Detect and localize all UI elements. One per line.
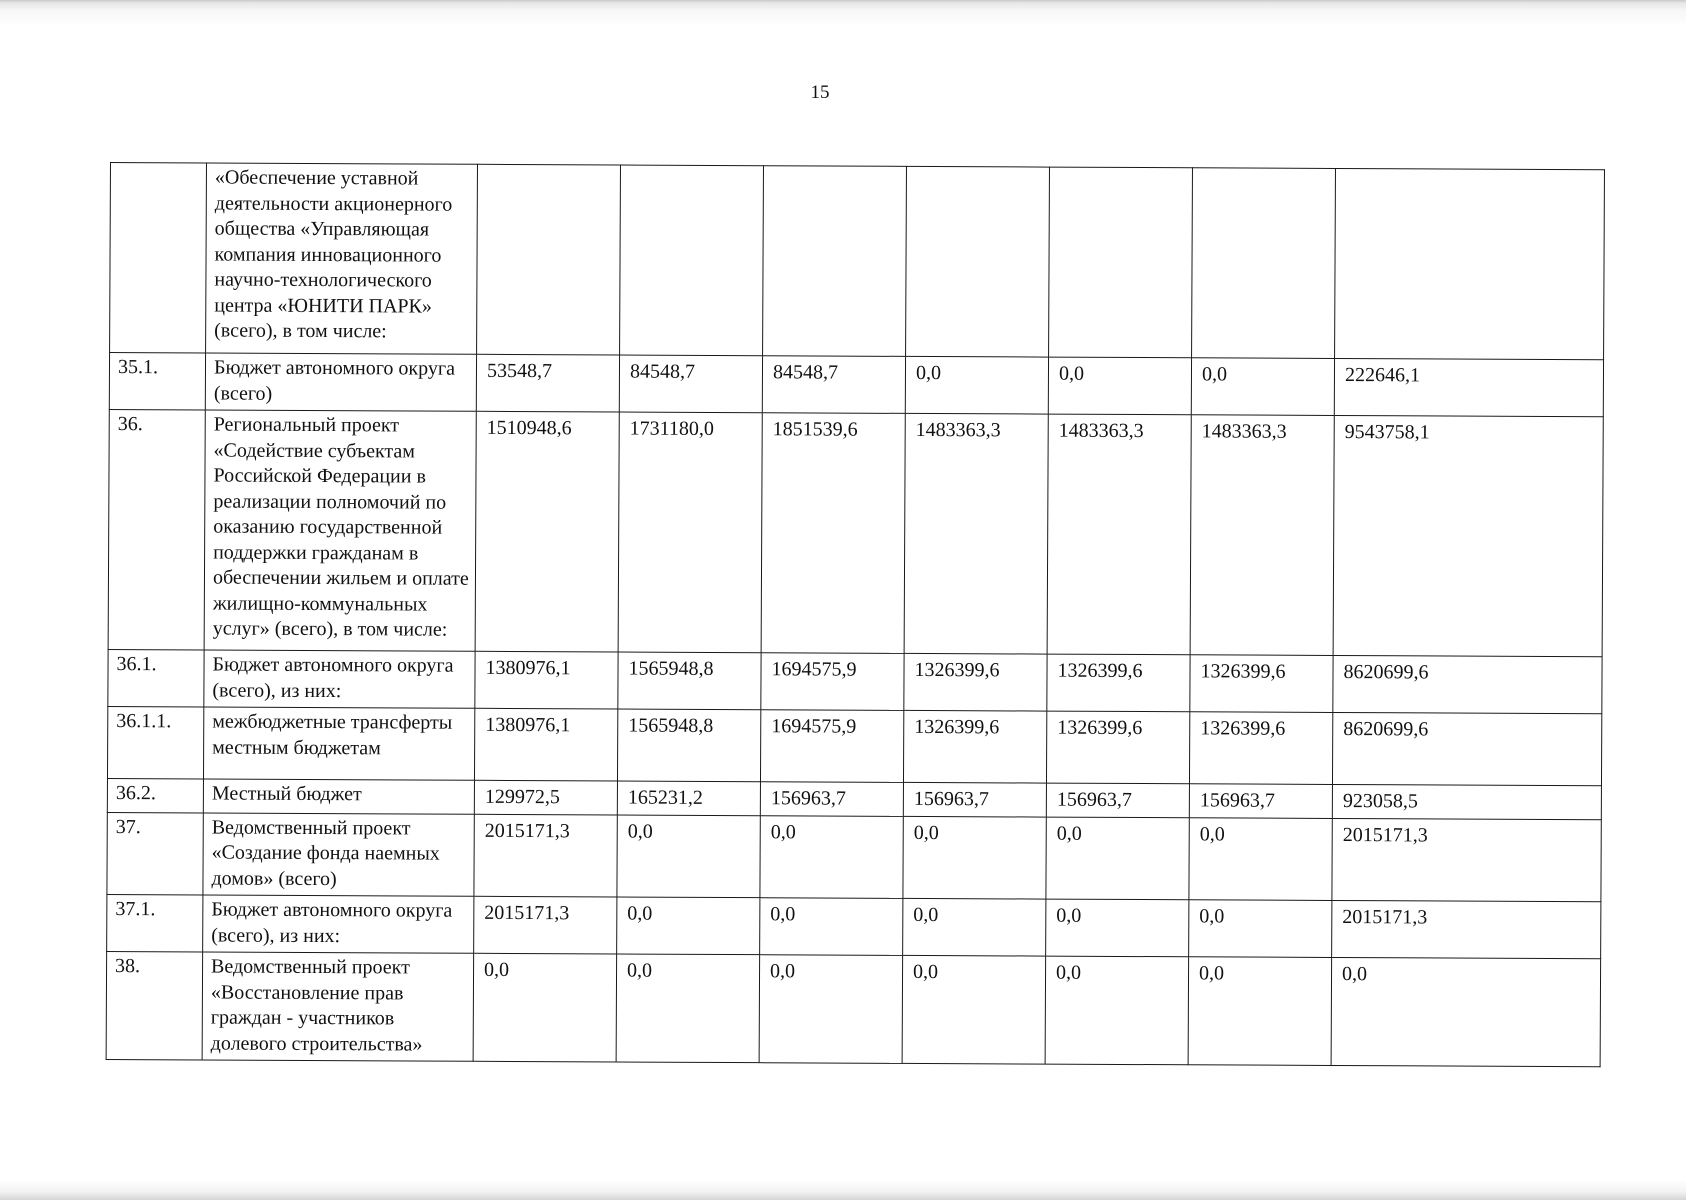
value-cell: 0,0 <box>1188 957 1332 1066</box>
value-cell: 1326399,6 <box>1047 654 1190 712</box>
row-name: Ведомственный проект «Восстановление прав граждан - участников долевого строительства» <box>202 952 474 1061</box>
total-cell: 9543758,1 <box>1333 415 1603 656</box>
row-name: Бюджет автономного округа (всего), из них: <box>204 650 475 708</box>
row-index: 36.2. <box>107 778 203 812</box>
row-index: 37.1. <box>107 894 203 951</box>
value-cell: 129972,5 <box>474 780 617 814</box>
total-cell: 923058,5 <box>1332 784 1601 819</box>
value-cell: 1565948,8 <box>617 709 760 782</box>
value-cell: 156963,7 <box>760 782 903 816</box>
value-cell: 1483363,3 <box>1047 414 1191 655</box>
value-cell: 1694575,9 <box>761 653 904 711</box>
row-index: 35.1. <box>109 353 205 410</box>
value-cell: 1731180,0 <box>618 412 762 653</box>
value-cell: 0,0 <box>760 815 903 898</box>
value-cell: 0,0 <box>905 356 1048 414</box>
value-cell: 53548,7 <box>476 354 619 412</box>
value-cell: 0,0 <box>903 816 1046 899</box>
value-cell: 156963,7 <box>1046 783 1189 817</box>
value-cell: 1694575,9 <box>760 710 903 783</box>
value-cell: 1851539,6 <box>761 413 905 654</box>
value-cell: 0,0 <box>1045 956 1189 1065</box>
total-cell: 8620699,6 <box>1332 712 1601 785</box>
value-cell: 165231,2 <box>617 781 760 815</box>
row-index <box>110 163 207 353</box>
row-name: Бюджет автономного округа (всего), из них: <box>203 895 474 953</box>
value-cell: 1510948,6 <box>475 411 619 652</box>
value-cell: 1483363,3 <box>904 413 1048 654</box>
value-cell <box>477 164 621 355</box>
table-row <box>107 894 1601 958</box>
value-cell: 0,0 <box>1048 357 1191 415</box>
table-row <box>109 353 1603 417</box>
value-cell: 0,0 <box>1191 358 1334 416</box>
total-cell <box>1335 168 1605 359</box>
value-cell: 0,0 <box>616 954 760 1063</box>
value-cell: 0,0 <box>617 897 760 955</box>
total-cell: 0,0 <box>1331 957 1601 1066</box>
scan-edge-bottom <box>0 1180 1686 1200</box>
value-cell <box>763 166 907 357</box>
row-index: 36. <box>108 409 205 649</box>
value-cell: 84548,7 <box>762 356 905 414</box>
table-row <box>106 951 1601 1066</box>
value-cell: 0,0 <box>759 955 903 1064</box>
row-index: 36.1.1. <box>107 706 203 778</box>
value-cell: 0,0 <box>1046 899 1189 957</box>
row-index: 36.1. <box>108 649 204 706</box>
value-cell: 0,0 <box>1046 817 1189 900</box>
page-number: 15 <box>810 82 830 103</box>
value-cell: 0,0 <box>1189 900 1332 958</box>
value-cell: 1326399,6 <box>1046 711 1189 784</box>
total-cell: 2015171,3 <box>1332 900 1601 958</box>
value-cell: 1380976,1 <box>474 708 617 781</box>
row-name: Бюджет автономного округа (всего) <box>205 353 476 411</box>
value-cell: 2015171,3 <box>474 896 617 954</box>
scan-edge-top <box>0 0 1686 26</box>
table-row <box>107 706 1601 785</box>
value-cell: 1326399,6 <box>904 653 1047 711</box>
total-cell: 8620699,6 <box>1333 655 1602 713</box>
value-cell: 1326399,6 <box>1190 655 1333 713</box>
table-row <box>107 812 1601 902</box>
total-cell: 222646,1 <box>1334 358 1603 416</box>
row-name: Ведомственный проект «Создание фонда наемных домов» (всего) <box>203 812 474 896</box>
value-cell: 1565948,8 <box>618 652 761 710</box>
value-cell: 0,0 <box>760 898 903 956</box>
value-cell: 1326399,6 <box>1189 712 1332 785</box>
table-row <box>108 409 1603 656</box>
value-cell: 0,0 <box>617 814 760 897</box>
row-name: Региональный проект «Содействие субъектам Российской Федерации в реализации полномочий по оказанию государственной поддержки гражданам в обеспечении жильем и оплате жилищно-коммунальных услуг» (всего), в том числе: <box>204 410 476 651</box>
row-name: Местный бюджет <box>203 779 474 814</box>
table-row <box>108 649 1602 713</box>
budget-table <box>106 162 1605 1067</box>
value-cell <box>1192 168 1336 359</box>
value-cell <box>906 166 1050 357</box>
value-cell: 1483363,3 <box>1190 415 1334 656</box>
value-cell <box>1049 167 1193 358</box>
value-cell: 156963,7 <box>903 782 1046 816</box>
value-cell <box>620 165 764 356</box>
row-name: «Обеспечение уставной деятельности акционерного общества «Управляющая компания инновационного научно-технологического центра «ЮНИТИ ПАРК» (всего), в том числе: <box>206 163 478 354</box>
value-cell: 0,0 <box>903 898 1046 956</box>
value-cell: 84548,7 <box>619 355 762 413</box>
value-cell: 156963,7 <box>1189 784 1332 818</box>
value-cell: 1326399,6 <box>903 710 1046 783</box>
value-cell: 0,0 <box>473 953 617 1062</box>
value-cell: 0,0 <box>1189 817 1332 900</box>
row-index: 37. <box>107 812 203 895</box>
value-cell: 0,0 <box>902 955 1046 1064</box>
value-cell: 2015171,3 <box>474 814 617 897</box>
row-name: межбюджетные трансферты местным бюджетам <box>203 707 474 780</box>
table-row <box>110 163 1605 360</box>
row-index: 38. <box>106 951 203 1059</box>
total-cell: 2015171,3 <box>1332 818 1601 902</box>
value-cell: 1380976,1 <box>475 651 618 709</box>
